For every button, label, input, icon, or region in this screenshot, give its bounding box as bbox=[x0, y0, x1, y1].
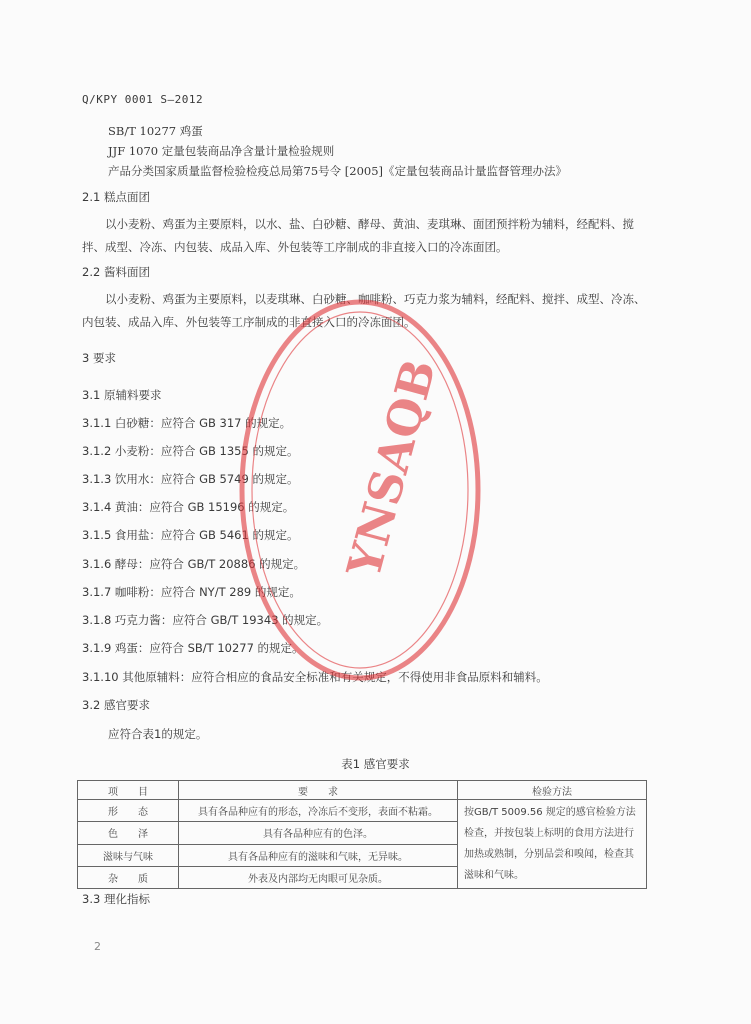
section-heading: 3.1 原辅料要求 bbox=[82, 388, 162, 402]
section-heading: 2.1 糕点面团 bbox=[82, 190, 150, 204]
requirement-item: 3.1.3 饮用水：应符合 GB 5749 的规定。 bbox=[82, 472, 299, 486]
seal-text: YNSAQB bbox=[336, 353, 447, 583]
table-header-cell: 检验方法 bbox=[458, 781, 647, 800]
section-heading: 3 要求 bbox=[82, 351, 116, 365]
section-text: 应符合表1的规定。 bbox=[108, 727, 208, 741]
section-heading: 3.3 理化指标 bbox=[82, 892, 150, 906]
requirement-item: 3.1.10 其他原辅料：应符合相应的食品安全标准和有关规定，不得使用非食品原料和辅料。 bbox=[82, 670, 548, 684]
reference-line: 产品分类国家质量监督检验检疫总局第75号令 [2005]《定量包装商品计量监督管理办法》 bbox=[108, 164, 568, 178]
section-text: 以小麦粉、鸡蛋为主要原料，以水、盐、白砂糖、酵母、黄油、麦琪琳、面团预拌粉为辅料，经配料、搅拌、成型、冷冻、内包装、成品入库、外包装等工序制成的非直接入口的冷冻面团。 bbox=[82, 217, 634, 254]
requirement-item: 3.1.4 黄油：应符合 GB 15196 的规定。 bbox=[82, 500, 295, 514]
requirement-item: 3.1.1 白砂糖：应符合 GB 317 的规定。 bbox=[82, 416, 292, 430]
sensory-requirements-table bbox=[77, 780, 647, 889]
page-number: 2 bbox=[94, 940, 101, 953]
table-caption: 表1 感官要求 bbox=[341, 757, 410, 771]
table-cell: 外表及内部均无肉眼可见杂质。 bbox=[179, 866, 458, 888]
table-cell: 色 泽 bbox=[78, 822, 179, 844]
standard-code: Q/KPY 0001 S—2012 bbox=[82, 93, 204, 106]
table-cell: 杂 质 bbox=[78, 866, 179, 888]
table-cell: 具有各品种应有的形态，冷冻后不变形，表面不粘霜。 bbox=[179, 800, 458, 822]
section-text: 以小麦粉、鸡蛋为主要原料，以麦琪琳、白砂糖、咖啡粉、巧克力浆为辅料，经配料、搅拌、成型、冷冻、内包装、成品入库、外包装等工序制成的非直接入口的冷冻面团。 bbox=[82, 292, 646, 329]
table-cell: 滋味与气味 bbox=[78, 844, 179, 866]
table-header-row bbox=[78, 781, 647, 800]
table-row bbox=[78, 800, 647, 822]
table-cell: 形 态 bbox=[78, 800, 179, 822]
section-heading: 2.2 酱料面团 bbox=[82, 265, 150, 279]
official-seal-stamp bbox=[230, 290, 490, 690]
section-heading: 3.2 感官要求 bbox=[82, 698, 150, 712]
requirement-item: 3.1.9 鸡蛋：应符合 SB/T 10277 的规定。 bbox=[82, 641, 304, 655]
test-method-cell: 按GB/T 5009.56 规定的感官检验方法检查，并按包装上标明的食用方法进行加热或熟制，分别品尝和嗅闻，检查其滋味和气味。 bbox=[458, 800, 647, 889]
requirement-item: 3.1.7 咖啡粉：应符合 NY/T 289 的规定。 bbox=[82, 585, 301, 599]
table-header-cell: 要 求 bbox=[179, 781, 458, 800]
table-cell: 具有各品种应有的滋味和气味，无异味。 bbox=[179, 844, 458, 866]
reference-line: SB/T 10277 鸡蛋 bbox=[108, 124, 203, 138]
requirement-item: 3.1.5 食用盐：应符合 GB 5461 的规定。 bbox=[82, 528, 299, 542]
reference-line: JJF 1070 定量包装商品净含量计量检验规则 bbox=[108, 144, 335, 158]
table-cell: 具有各品种应有的色泽。 bbox=[179, 822, 458, 844]
requirement-item: 3.1.6 酵母：应符合 GB/T 20886 的规定。 bbox=[82, 557, 306, 571]
table-header-cell: 项 目 bbox=[78, 781, 179, 800]
requirement-item: 3.1.2 小麦粉：应符合 GB 1355 的规定。 bbox=[82, 444, 299, 458]
requirement-item: 3.1.8 巧克力酱：应符合 GB/T 19343 的规定。 bbox=[82, 613, 329, 627]
